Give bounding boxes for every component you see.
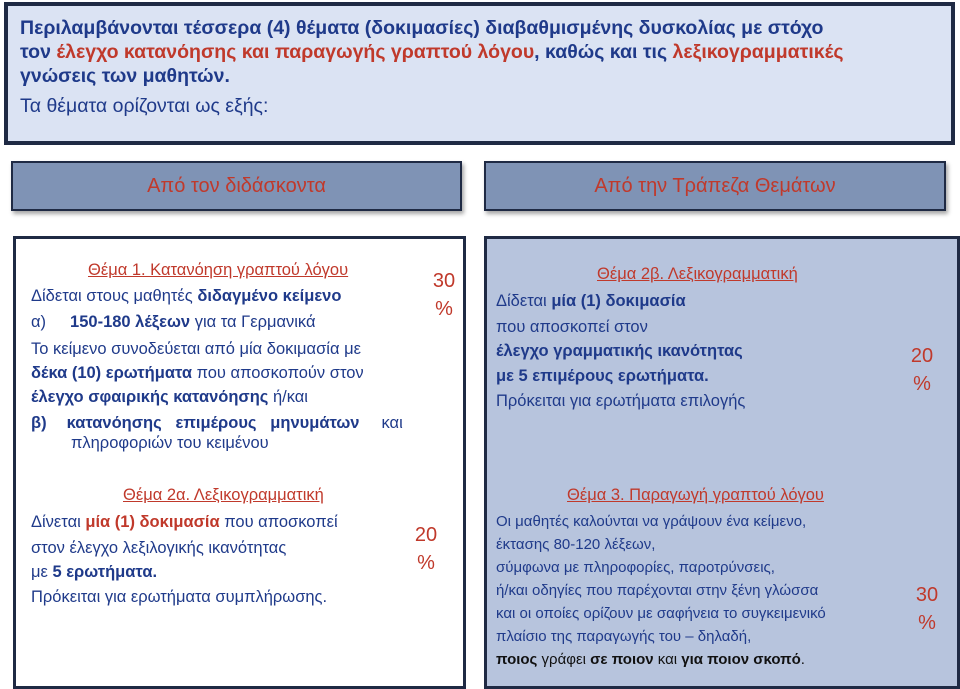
intro-box bbox=[4, 2, 955, 145]
theme2a-line-3: με 5 ερωτήματα. bbox=[31, 563, 158, 581]
panel-question-bank bbox=[484, 236, 960, 689]
theme3-percent: 30 % bbox=[915, 584, 939, 634]
header-teacher: Από τον διδάσκοντα bbox=[11, 161, 462, 211]
theme2a-line-2: στον έλεγχο λεξιλογικής ικανότητας bbox=[31, 539, 287, 557]
intro-line-1: Περιλαμβάνονται τέσσερα (4) θέματα (δοκιμασίες) διαβαθμισμένης δυσκολίας με στόχο bbox=[20, 17, 824, 39]
header-question-bank: Από την Τράπεζα Θεμάτων bbox=[484, 161, 946, 211]
theme2b-line-2: που αποσκοπεί στον bbox=[496, 318, 648, 336]
theme1-line-1: Δίδεται στους μαθητές διδαγμένο κείμενο bbox=[31, 287, 342, 305]
theme1-line-2: α) 150-180 λέξεων για τα Γερμανικά bbox=[31, 313, 316, 331]
theme2a-percent: 20 % bbox=[414, 524, 438, 574]
theme2b-line-5: Πρόκειται για ερωτήματα επιλογής bbox=[496, 392, 746, 410]
theme3-line-3: σύμφωνα με πληροφορίες, παροτρύνσεις, bbox=[496, 559, 775, 576]
theme1-line-6: β) κατανόησης επιμέρους μηνυμάτων και bbox=[31, 414, 403, 432]
theme1-line-5: έλεγχο σφαιρικής κατανόησης ή/και bbox=[31, 388, 308, 406]
theme3-line-4: ή/και οδηγίες που παρέχονται στην ξένη γλώσσα bbox=[496, 582, 819, 599]
theme3-line-7: ποιος γράφει σε ποιον και για ποιον σκοπό. bbox=[496, 651, 805, 668]
theme1-percent: 30 % bbox=[432, 270, 456, 320]
theme2b-line-4: με 5 επιμέρους ερωτήματα. bbox=[496, 367, 709, 385]
intro-line-3: γνώσεις των μαθητών. bbox=[20, 65, 230, 87]
theme3-title: Θέμα 3. Παραγωγή γραπτού λόγου bbox=[567, 486, 824, 504]
theme1-line-7: πληροφοριών του κειμένου bbox=[71, 434, 269, 452]
theme3-line-5: και οι οποίες ορίζουν με σαφήνεια το συγκειμενικό bbox=[496, 605, 826, 622]
theme2b-title: Θέμα 2β. Λεξικογραμματική bbox=[597, 265, 798, 283]
theme3-line-2: έκτασης 80-120 λέξεων, bbox=[496, 536, 656, 553]
intro-line-4: Τα θέματα ορίζονται ως εξής: bbox=[20, 95, 269, 117]
theme2a-line-4: Πρόκειται για ερωτήματα συμπλήρωσης. bbox=[31, 588, 328, 606]
theme1-line-4: δέκα (10) ερωτήματα που αποσκοπούν στον bbox=[31, 364, 364, 382]
theme3-line-6: πλαίσιο της παραγωγής του – δηλαδή, bbox=[496, 628, 752, 645]
theme2b-percent: 20 % bbox=[910, 345, 934, 395]
theme1-line-3: Το κείμενο συνοδεύεται από μία δοκιμασία με bbox=[31, 340, 361, 358]
theme2a-title: Θέμα 2α. Λεξικογραμματική bbox=[123, 486, 324, 504]
theme2a-line-1: Δίνεται μία (1) δοκιμασία που αποσκοπεί bbox=[31, 513, 338, 531]
theme3-line-1: Οι μαθητές καλούνται να γράψουν ένα κείμενο, bbox=[496, 513, 807, 530]
theme1-title: Θέμα 1. Κατανόηση γραπτού λόγου bbox=[88, 261, 349, 279]
panel-teacher bbox=[13, 236, 466, 689]
theme2b-line-3: έλεγχο γραμματικής ικανότητας bbox=[496, 342, 743, 360]
theme2b-line-1: Δίδεται μία (1) δοκιμασία bbox=[496, 292, 686, 310]
intro-line-2: τον έλεγχο κατανόησης και παραγωγής γραπτού λόγου, καθώς και τις λεξικογραμματικές bbox=[20, 41, 844, 63]
